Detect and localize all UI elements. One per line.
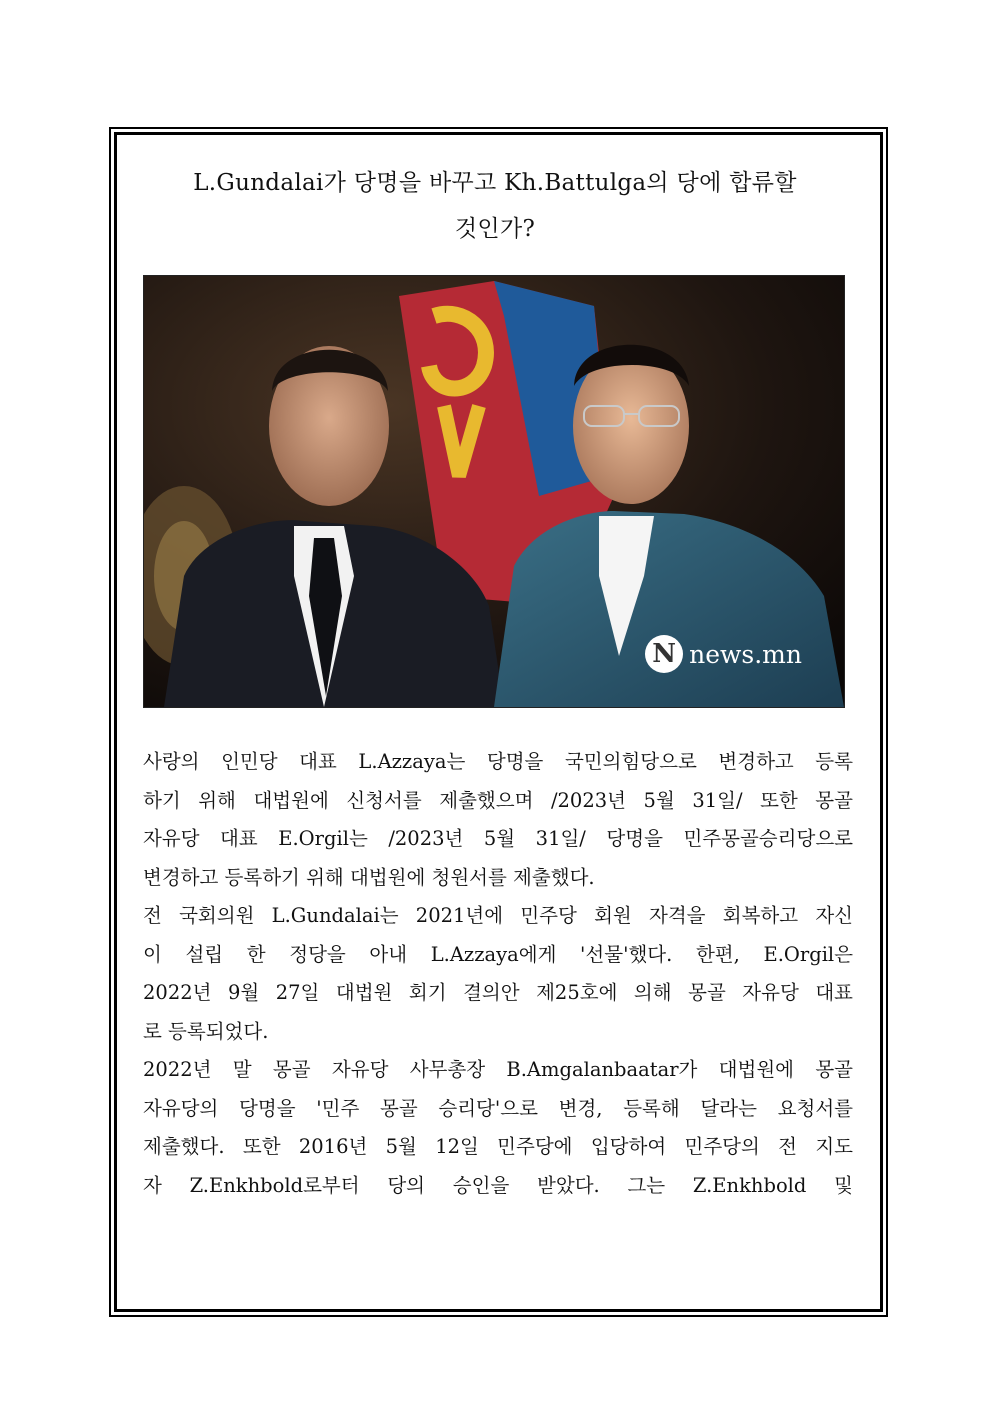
news-logo-icon: N: [645, 635, 683, 673]
body-line: 자유당의 당명을 '민주 몽골 승리당'으로 변경, 등록해 달라는 요청서를: [143, 1096, 853, 1120]
news-watermark: [645, 635, 802, 673]
body-line: 이 설립 한 정당을 아내 L.Azzaya에게 '선물'했다. 한편, E.Orgil은: [143, 942, 853, 966]
body-line: 변경하고 등록하기 위해 대법원에 청원서를 제출했다.: [143, 865, 595, 889]
body-line: 사랑의 인민당 대표 L.Azzaya는 당명을 국민의힘당으로 변경하고 등록: [143, 750, 853, 773]
body-line: 자유당 대표 E.Orgil는 /2023년 5월 31일/ 당명을 민주몽골승리당으로: [143, 827, 853, 850]
body-line: 전 국회의원 L.Gundalai는 2021년에 민주당 회원 자격을 회복하고 자신: [143, 904, 853, 927]
body-line: 2022년 말 몽골 자유당 사무총장 B.Amgalanbaatar가 대법원에 몽골: [143, 1058, 853, 1081]
body-line: 제출했다. 또한 2016년 5월 12일 민주당에 입당하여 민주당의 전 지도: [143, 1135, 853, 1158]
body-line: 로 등록되었다.: [143, 1019, 269, 1043]
body-line: 하기 위해 대법원에 신청서를 제출했으며 /2023년 5월 31일/ 또한 몽골: [143, 788, 853, 812]
body-line: 2022년 9월 27일 대법원 회기 결의안 제25호에 의해 몽골 자유당 대표: [143, 981, 853, 1004]
article-body: [143, 743, 853, 1205]
title-line-2: 것인가?: [454, 216, 536, 242]
body-line: 자 Z.Enkhbold로부터 당의 승인을 받았다. 그는 Z.Enkhbold 및: [143, 1173, 853, 1197]
watermark-text: news.mn: [689, 639, 802, 669]
article-title: [150, 160, 840, 252]
title-line-1: L.Gundalai가 당명을 바꾸고 Kh.Battulga의 당에 합류할: [193, 170, 797, 196]
article-photo: [143, 275, 845, 708]
